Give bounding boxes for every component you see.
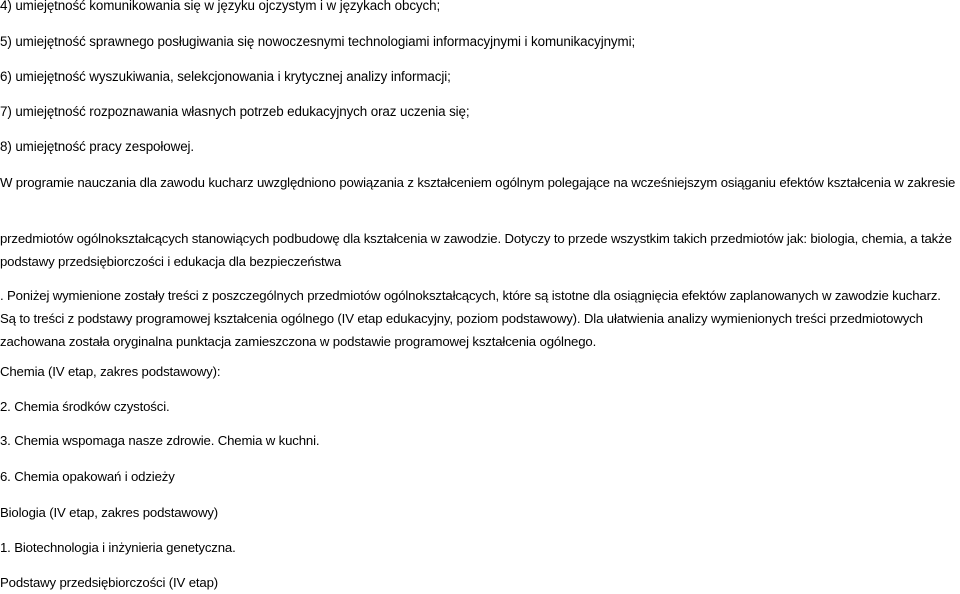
list-item: 3. Chemia wspomaga nasze zdrowie. Chemia w kuchni. (0, 433, 320, 448)
list-item: 5) umiejętność sprawnego posługiwania się nowoczesnymi technologiami informacyjnymi i komunikacyjnymi; (0, 34, 636, 49)
paragraph: W programie nauczania dla zawodu kucharz uwzględniono powiązania z kształceniem ogólnym polegające na wcześniejszym osiąganiu efektów kształcenia w zakresie (0, 175, 956, 190)
list-item: 4) umiejętność komunikowania się w języku ojczystym i w językach obcych; (0, 0, 441, 13)
list-item: 6. Chemia opakowań i odzieży (0, 469, 175, 484)
paragraph: przedmiotów ogólnokształcących stanowiących podbudowę dla kształcenia w zawodzie. Dotyczy to przede wszystkim takich przedmiotów jak: biologia, chemia, a także podstawy przedsiębiorczości i edukacja dla bezpieczeństwa (0, 231, 952, 269)
list-item: 6) umiejętność wyszukiwania, selekcjonowania i krytycznej analizy informacji; (0, 69, 451, 84)
list-item: 1. Biotechnologia i inżynieria genetyczna. (0, 540, 236, 555)
list-item: 8) umiejętność pracy zespołowej. (0, 139, 195, 154)
list-item: 7) umiejętność rozpoznawania własnych potrzeb edukacyjnych oraz uczenia się; (0, 104, 470, 119)
section-heading: Chemia (IV etap, zakres podstawowy): (0, 364, 221, 379)
section-heading: Biologia (IV etap, zakres podstawowy) (0, 505, 219, 520)
section-heading: Podstawy przedsiębiorczości (IV etap) (0, 575, 219, 590)
list-item: 2. Chemia środków czystości. (0, 399, 170, 414)
paragraph: . Poniżej wymienione zostały treści z poszczególnych przedmiotów ogólnokształcących, które są istotne dla osiągnięcia efektów zaplanowanych w zawodzie kucharz. Są to treści z podstawy programowej kształcenia ogólnego (IV etap edukacyjny, poziom podstawowy). Dla ułatwienia analizy wymienionych treści przedmiotowych zachowana została oryginalna punktacja zamieszczona w podstawie programowej kształcenia ogólnego. (0, 288, 941, 349)
